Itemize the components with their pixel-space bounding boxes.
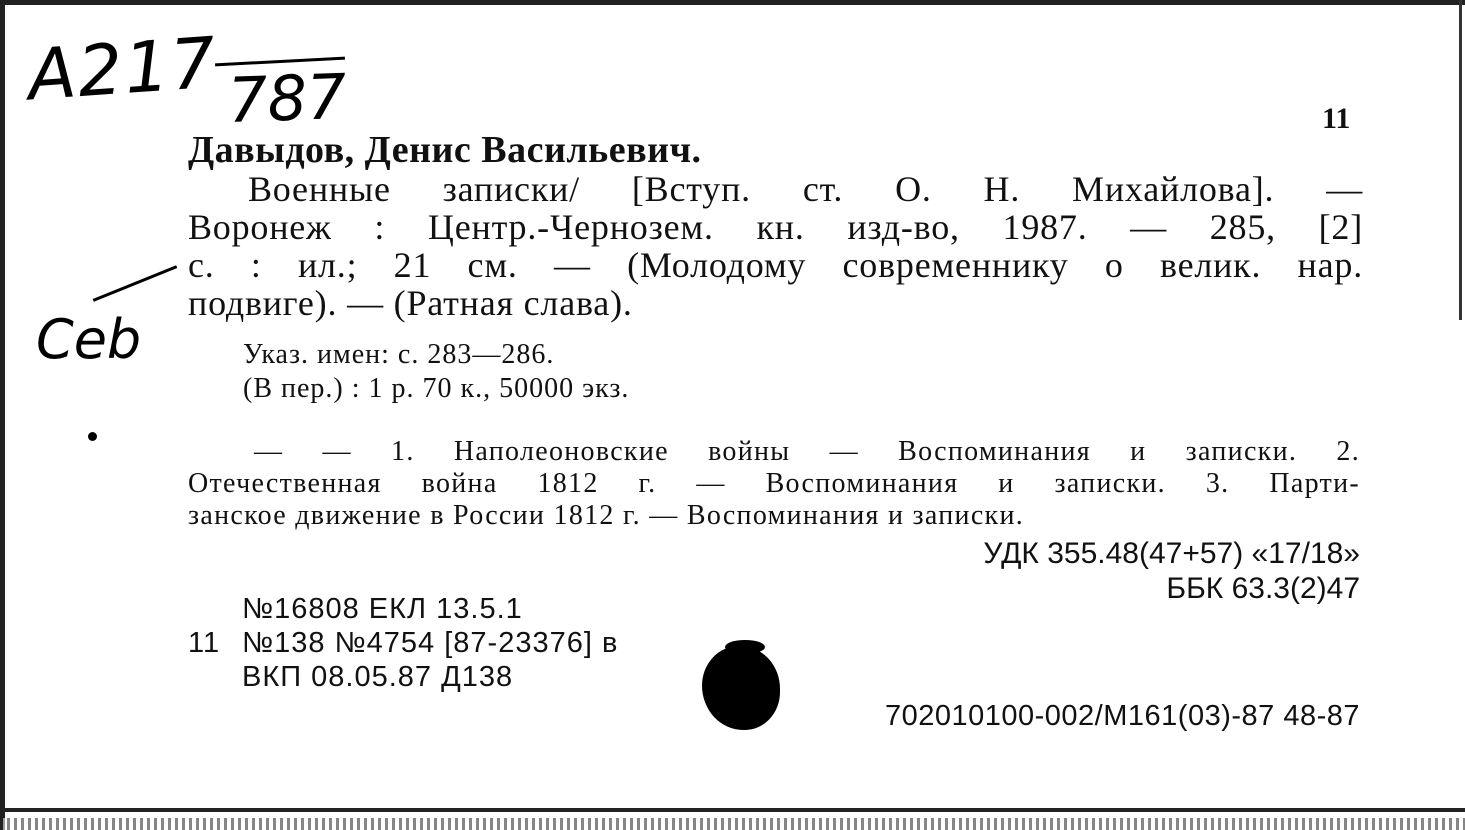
handwritten-stroke (93, 265, 178, 301)
description-line: подвиге). — (Ратная слава). (188, 283, 633, 323)
ink-stain (702, 646, 780, 730)
description-line: Военные записки/ [Вступ. ст. О. Н. Михайлова]. — (248, 169, 1363, 209)
description-line: с. : ил.; 21 см. — (Молодому современнику о велик. нар. (188, 245, 1363, 285)
udk-code: УДК 355.48(47+57) «17/18» (983, 537, 1360, 570)
handwritten-number: 787 (226, 59, 348, 138)
page-number: 11 (1322, 102, 1351, 135)
subject-line: — — 1. Наполеоновские войны — Воспоминания и записки. 2. (254, 436, 1360, 467)
handwritten-margin-note: Ceb (36, 308, 142, 371)
card-edge-right (1459, 0, 1462, 320)
price-note: (В пер.) : 1 р. 70 к., 50000 экз. (243, 373, 630, 404)
subject-line: Отечественная война 1812 г. — Воспоминания и записки. 3. Парти- (188, 468, 1360, 499)
registration-prefix: 11 (188, 627, 221, 659)
bibliographic-description (188, 170, 1363, 322)
notes-block (243, 338, 629, 406)
subject-headings (188, 436, 1360, 532)
registration-block (188, 592, 618, 694)
registration-row-1: №16808 ЕКЛ 13.5.1 (242, 593, 523, 625)
card-edge-left (0, 0, 5, 830)
registration-row-2: №138 №4754 [87-23376] в (242, 627, 619, 659)
description-line: Воронеж : Центр.-Чернозем. кн. изд-во, 1987. — 285, [2] (188, 207, 1363, 247)
ink-dot (88, 432, 97, 441)
card-scan-noise (0, 818, 1465, 830)
index-note: Указ. имен: с. 283—286. (243, 339, 555, 370)
publication-code: 702010100-002/М161(03)-87 48-87 (884, 700, 1360, 732)
bbk-code: ББК 63.3(2)47 (1166, 572, 1360, 605)
card-edge-bottom (0, 808, 1465, 812)
handwritten-shelfmark: A217 (25, 21, 221, 117)
card-edge-top (0, 0, 1465, 5)
subject-line: занское движение в России 1812 г. — Воспоминания и записки. (188, 500, 1025, 531)
registration-row-3: ВКП 08.05.87 Д138 (242, 661, 514, 693)
author-heading: Давыдов, Денис Васильевич. (188, 129, 702, 171)
